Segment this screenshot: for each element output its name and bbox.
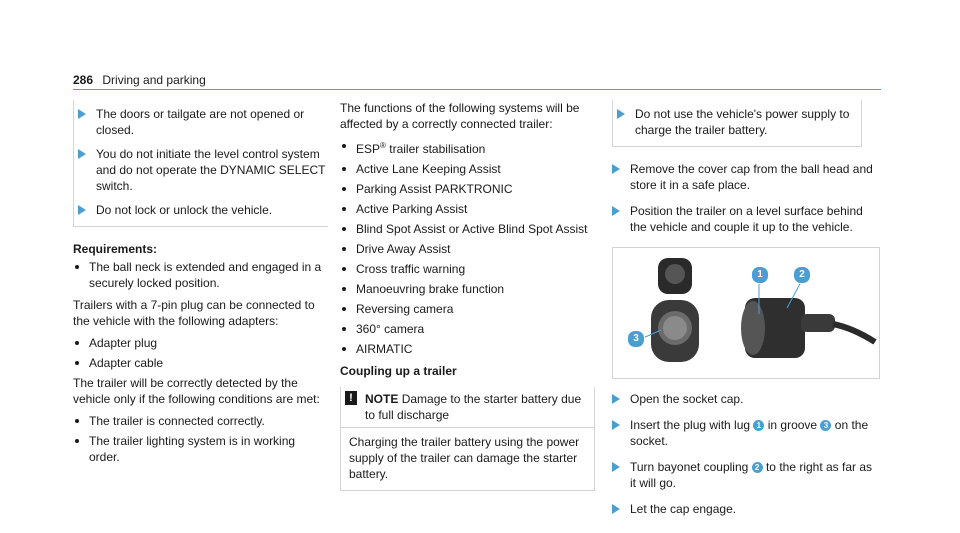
systems-intro: The functions of the following systems will be affected by a correctly connected trailer:	[340, 101, 580, 131]
step-box	[612, 100, 862, 147]
list-item: Position the trailer on a level surface behind the vehicle and couple it up to the vehicle.	[612, 203, 880, 235]
column-right	[612, 100, 880, 527]
socket-cap-pins	[665, 264, 685, 284]
list-item: Cross traffic warning	[340, 261, 595, 277]
bullet-icon	[342, 247, 346, 251]
list-item: Turn bayonet coupling 2 to the right as far as it will go.	[612, 459, 880, 491]
bullet-icon	[342, 207, 346, 211]
socket-illustration	[612, 247, 880, 379]
list-item: Adapter plug	[73, 335, 328, 351]
bullet-icon	[342, 187, 346, 191]
list-item: The trailer lighting system is in working order.	[73, 433, 328, 465]
header-rule	[73, 89, 881, 90]
page-number: 286	[73, 73, 94, 87]
figure-label-1: 1	[751, 266, 769, 284]
requirements-block	[73, 241, 328, 291]
list-item: The ball neck is extended and engaged in a securely locked position.	[73, 259, 328, 291]
plug-handle	[801, 314, 835, 332]
arrow-icon	[78, 149, 86, 159]
figure-label-3: 3	[627, 330, 645, 348]
list-item: Reversing camera	[340, 301, 595, 317]
steps-top	[612, 161, 880, 235]
column-left	[73, 100, 328, 469]
arrow-icon	[78, 205, 86, 215]
bullet-icon	[342, 347, 346, 351]
note-header	[341, 387, 594, 427]
bullet-icon	[342, 307, 346, 311]
bullet-icon	[75, 361, 79, 365]
arrow-icon	[78, 109, 86, 119]
socket-plug-drawing	[613, 248, 879, 378]
bullet-icon	[342, 227, 346, 231]
arrow-icon	[612, 420, 620, 430]
list-item: Open the socket cap.	[612, 391, 880, 407]
list-item: Parking Assist PARKTRONIC	[340, 181, 595, 197]
list-item: Manoeuvring brake function	[340, 281, 595, 297]
figure-label-2: 2	[793, 266, 811, 284]
list-item: Insert the plug with lug 1 in groove 3 on the socket.	[612, 417, 880, 449]
list-item: The doors or tailgate are not opened or closed.	[74, 106, 328, 138]
plug-cable	[833, 324, 875, 342]
requirements-label: Requirements:	[73, 242, 158, 256]
socket-pins	[663, 316, 687, 340]
note-title: Damage to the starter battery due to full discharge	[365, 392, 582, 422]
list-item: Adapter cable	[73, 355, 328, 371]
arrow-icon	[612, 164, 620, 174]
list-item: Active Lane Keeping Assist	[340, 161, 595, 177]
column-middle	[340, 100, 595, 491]
list-item: Blind Spot Assist or Active Blind Spot Assist	[340, 221, 595, 237]
list-item: Remove the cover cap from the ball head and store it in a safe place.	[612, 161, 880, 193]
arrow-icon	[612, 504, 620, 514]
detect-intro: The trailer will be correctly detected by the vehicle only if the following conditions are met:	[73, 376, 320, 406]
bullet-icon	[342, 267, 346, 271]
bullet-icon	[75, 265, 79, 269]
step-box	[73, 100, 328, 227]
list-item: You do not initiate the level control system and do not operate the DYNAMIC SELECT switch.	[74, 146, 328, 194]
warning-icon: !	[345, 391, 357, 405]
section-heading: Coupling up a trailer	[340, 364, 457, 378]
ref-badge-3: 3	[820, 420, 831, 431]
plug-face	[741, 301, 765, 355]
note-box	[340, 387, 595, 491]
arrow-icon	[612, 206, 620, 216]
arrow-icon	[612, 462, 620, 472]
bullet-icon	[342, 327, 346, 331]
bullet-icon	[75, 419, 79, 423]
section-title: Driving and parking	[102, 73, 206, 87]
list-item: Drive Away Assist	[340, 241, 595, 257]
bullet-icon	[342, 144, 346, 148]
bullet-icon	[342, 287, 346, 291]
list-item: ESP® trailer stabilisation	[340, 138, 595, 157]
arrow-icon	[617, 109, 625, 119]
bullet-icon	[342, 167, 346, 171]
list-item: The trailer is connected correctly.	[73, 413, 328, 429]
list-item: Let the cap engage.	[612, 501, 880, 517]
page-header	[73, 73, 206, 87]
list-item: 360° camera	[340, 321, 595, 337]
ref-badge-2: 2	[752, 462, 763, 473]
arrow-icon	[612, 394, 620, 404]
list-item: Do not use the vehicle's power supply to charge the trailer battery.	[613, 106, 861, 138]
adapters-intro: Trailers with a 7-pin plug can be connected to the vehicle with the following adapters:	[73, 298, 315, 328]
list-item: Do not lock or unlock the vehicle.	[74, 202, 328, 218]
note-body: Charging the trailer battery using the power supply of the trailer can damage the starter battery.	[341, 427, 594, 490]
list-item: AIRMATIC	[340, 341, 595, 357]
list-item: Active Parking Assist	[340, 201, 595, 217]
steps-bottom	[612, 391, 880, 517]
bullet-icon	[75, 439, 79, 443]
note-label: NOTE	[365, 392, 399, 406]
ref-badge-1: 1	[753, 420, 764, 431]
bullet-icon	[75, 341, 79, 345]
